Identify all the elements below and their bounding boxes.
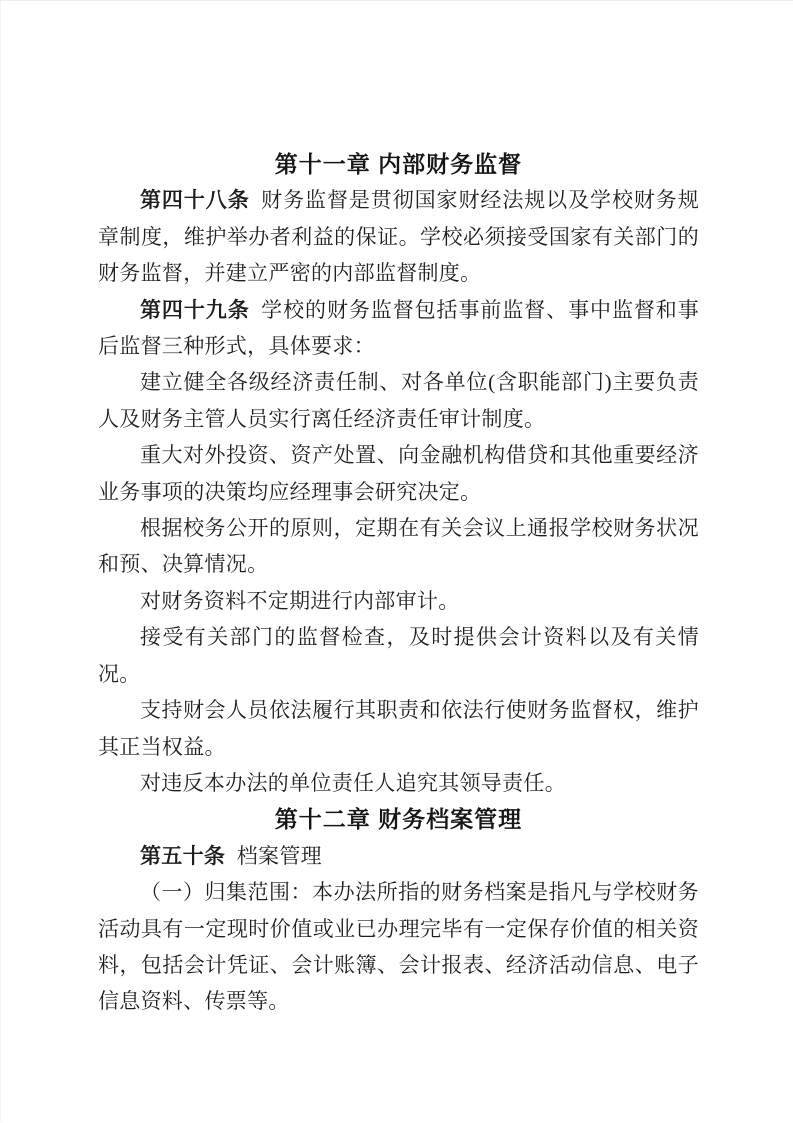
requirement-paragraph-4: 对财务资料不定期进行内部审计。 [140, 588, 460, 613]
article-49-text: 学校的财务监督包括事前监督、事中监督和事后监督三种形式，具体要求： [98, 297, 700, 359]
article-48-number: 第四十八条 [140, 188, 250, 213]
requirement-paragraph-5: 接受有关部门的监督检查，及时提供会计资料以及有关情况。 [98, 625, 699, 686]
requirement-paragraph-7: 对违反本办法的单位责任人追究其领导责任。 [140, 770, 566, 795]
document-content [98, 146, 699, 1020]
requirement-paragraph-1: 建立健全各级经济责任制、对各单位(含职能部门)主要负责人及财务主管人员实行离任经济责任审计制度。 [98, 370, 699, 431]
article-48-text: 财务监督是贯彻国家财经法规以及学校财务规章制度，维护举办者利益的保证。学校必须接受国家有关部门的财务监督，并建立严密的内部监督制度。 [98, 188, 700, 286]
article-50-number: 第五十条 [140, 843, 226, 868]
article-50-text: 档案管理 [236, 843, 322, 868]
requirement-paragraph-3: 根据校务公开的原则，定期在有关会议上通报学校财务状况和预、决算情况。 [98, 516, 699, 577]
chapter-12-heading: 第十二章 财务档案管理 [274, 806, 523, 833]
article-50-paragraph [98, 838, 699, 874]
article-49-paragraph [98, 292, 699, 365]
requirement-paragraph-2: 重大对外投资、资产处置、向金融机构借贷和其他重要经济业务事项的决策均应经理事会研究决定。 [98, 443, 699, 504]
document-page [1, 1, 793, 1123]
article-48-paragraph [98, 182, 699, 291]
requirement-paragraph-6: 支持财会人员依法履行其职责和依法行使财务监督权，维护其正当权益。 [98, 698, 699, 759]
archive-scope-paragraph: （一）归集范围：本办法所指的财务档案是指凡与学校财务活动具有一定现时价值或业已办理完毕有一定保存价值的相关资料，包括会计凭证、会计账簿、会计报表、经济活动信息、电子信息资料、传票等。 [98, 880, 699, 1014]
article-49-number: 第四十九条 [140, 297, 250, 322]
chapter-11-heading: 第十一章 内部财务监督 [274, 151, 523, 177]
